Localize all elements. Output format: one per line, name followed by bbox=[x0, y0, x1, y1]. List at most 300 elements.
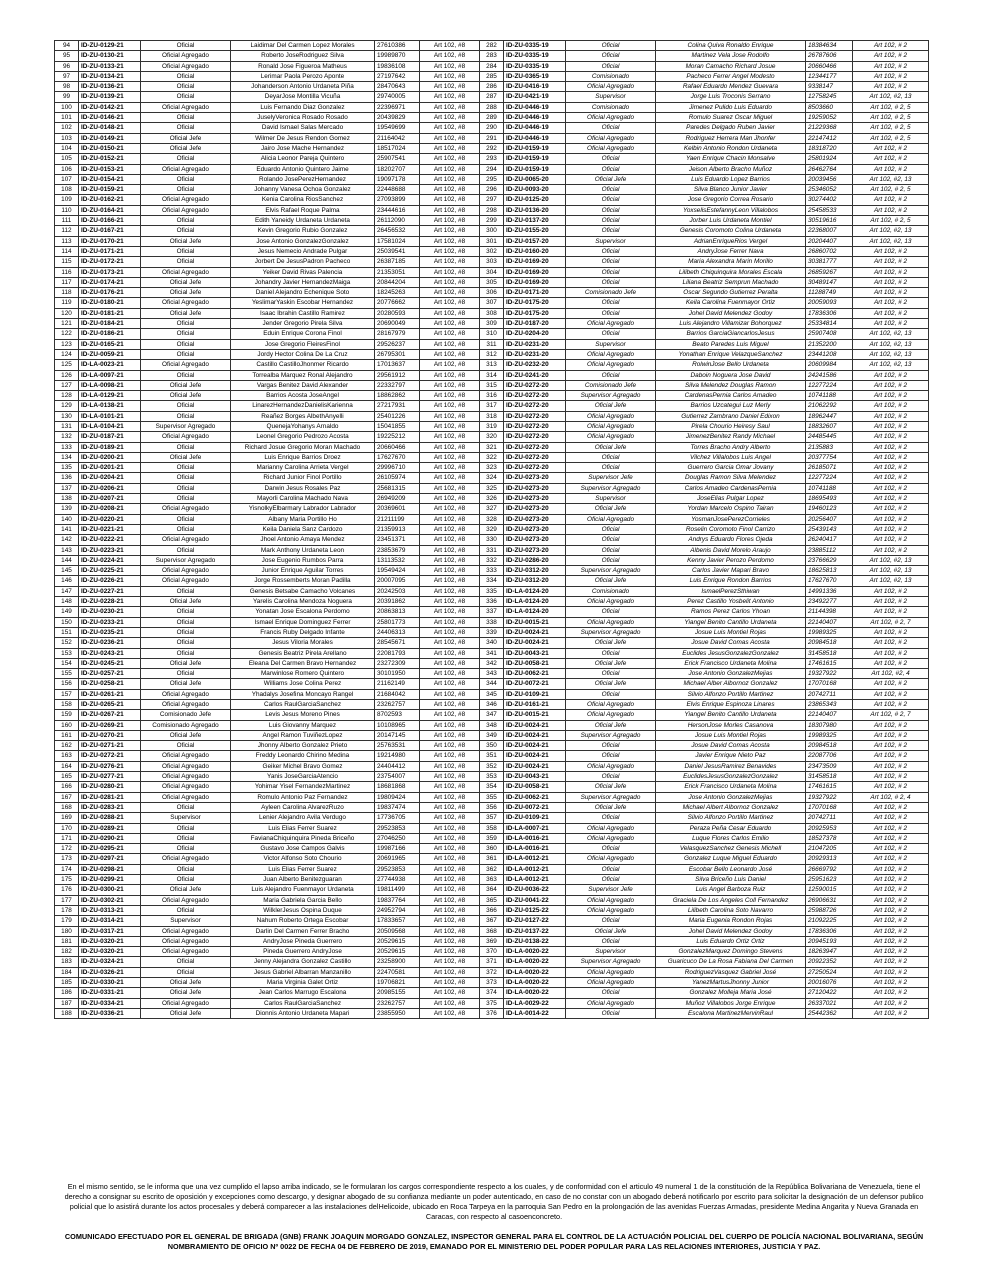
right-article: Art 102, # 2 bbox=[853, 947, 929, 957]
right-case-code: ID-ZU-0231-20 bbox=[504, 339, 566, 349]
right-case-code: ID-ZU-0335-19 bbox=[504, 61, 566, 71]
right-officer-name: RodriguezVasquez Gabriel José bbox=[656, 967, 806, 977]
left-row-number: 180 bbox=[55, 926, 79, 936]
left-rank: Oficial Agregado bbox=[141, 689, 231, 699]
left-officer-name: Richard Junior Finol Portillo bbox=[231, 473, 375, 483]
right-case-code: ID-ZU-0041-22 bbox=[504, 895, 566, 905]
right-id-number: 18318720 bbox=[806, 143, 853, 153]
left-case-code: ID-ZU-0267-21 bbox=[79, 710, 141, 720]
right-officer-name: Euclides JesusGonzalezGonzalez bbox=[656, 648, 806, 658]
left-id-number: 26456532 bbox=[375, 226, 420, 236]
right-article: Art 102, # 2 bbox=[853, 494, 929, 504]
right-case-code: ID-ZU-0058-21 bbox=[504, 658, 566, 668]
left-case-code: ID-ZU-0300-21 bbox=[79, 885, 141, 895]
left-case-code: ID-ZU-0153-21 bbox=[79, 164, 141, 174]
right-case-code: ID-ZU-0160-20 bbox=[504, 246, 566, 256]
right-officer-name: Keila Carolina Fuenmayor Ortiz bbox=[656, 298, 806, 308]
right-case-code: ID-ZU-0137-22 bbox=[504, 926, 566, 936]
right-row-number: 286 bbox=[480, 82, 504, 92]
left-article: Art 102, #8 bbox=[420, 720, 480, 730]
right-case-code: ID-ZU-0015-21 bbox=[504, 617, 566, 627]
right-case-code: ID-ZU-0062-21 bbox=[504, 669, 566, 679]
left-case-code: ID-ZU-0270-21 bbox=[79, 730, 141, 740]
left-article: Art 102, #8 bbox=[420, 339, 480, 349]
left-row-number: 147 bbox=[55, 586, 79, 596]
left-rank: Oficial Agregado bbox=[141, 936, 231, 946]
left-article: Art 102, #8 bbox=[420, 154, 480, 164]
right-officer-name: Gonzalez Molleja Maria José bbox=[656, 988, 806, 998]
left-case-code: ID-ZU-0173-21 bbox=[79, 267, 141, 277]
right-rank: Oficial bbox=[566, 936, 656, 946]
left-officer-name: David Ismael Salas Mercado bbox=[231, 123, 375, 133]
table-row bbox=[55, 319, 929, 329]
right-id-number: 20256407 bbox=[806, 514, 853, 524]
right-rank: Oficial bbox=[566, 61, 656, 71]
left-rank: Oficial bbox=[141, 82, 231, 92]
right-case-code: ID-ZU-0232-20 bbox=[504, 360, 566, 370]
left-case-code: ID-ZU-0227-21 bbox=[79, 586, 141, 596]
left-rank: Oficial bbox=[141, 875, 231, 885]
right-officer-name: Jorber Luis Urdaneta Montiel bbox=[656, 216, 806, 226]
right-rank: Oficial Jefe bbox=[566, 576, 656, 586]
right-case-code: ID-ZU-0446-19 bbox=[504, 133, 566, 143]
right-officer-name: Guaricuco De La Rosa Fabiana Del Carmen bbox=[656, 957, 806, 967]
left-id-number: 27744938 bbox=[375, 875, 420, 885]
right-id-number: 2135883 bbox=[806, 442, 853, 452]
left-id-number: 18202707 bbox=[375, 164, 420, 174]
left-rank: Oficial Agregado bbox=[141, 432, 231, 442]
right-rank: Oficial bbox=[566, 205, 656, 215]
right-row-number: 375 bbox=[480, 998, 504, 1008]
left-row-number: 160 bbox=[55, 720, 79, 730]
right-row-number: 326 bbox=[480, 494, 504, 504]
right-row-number: 323 bbox=[480, 463, 504, 473]
left-officer-name: Luis Fernando Diaz Gonzalez bbox=[231, 102, 375, 112]
left-officer-name: Johanderson Antonio Urdaneta Piña bbox=[231, 82, 375, 92]
right-officer-name: Johel David Melendez Godoy bbox=[656, 308, 806, 318]
right-case-code: ID-ZU-0109-21 bbox=[504, 813, 566, 823]
left-row-number: 146 bbox=[55, 576, 79, 586]
left-article: Art 102, #8 bbox=[420, 772, 480, 782]
right-article: Art 102, # 2 bbox=[853, 782, 929, 792]
left-case-code: ID-ZU-0233-21 bbox=[79, 617, 141, 627]
left-article: Art 102, #8 bbox=[420, 658, 480, 668]
right-case-code: ID-ZU-0125-22 bbox=[504, 905, 566, 915]
official-statement: COMUNICADO EFECTUADO POR EL GENERAL DE BRIGADA (GNB) FRANK JOAQUIN MORGADO GONZALEZ, INSPECTOR GENERAL PARA EL CONTROL DE LA ACTUACIÓN POLICIAL DEL CUERPO DE POLICÍA NACIONAL BOLIVARIANA, SEGÚN NOMBRAMIENTO DE OFICIO Nº 0022 DE FECHA 04 DE FEBRERO DE 2019, EMANADO POR EL MINISTERIO DEL PODER POPULAR PARA LAS RELACIONES INTERIORES, JUSTICIA Y PAZ. bbox=[64, 1232, 924, 1251]
left-case-code: ID-ZU-0165-21 bbox=[79, 339, 141, 349]
left-rank: Oficial bbox=[141, 71, 231, 81]
left-rank: Supervisor bbox=[141, 916, 231, 926]
left-rank: Oficial bbox=[141, 802, 231, 812]
left-officer-name: Genesis Betsabe Camacho Volcanes bbox=[231, 586, 375, 596]
right-case-code: ID-ZU-0273-20 bbox=[504, 545, 566, 555]
right-id-number: 27120422 bbox=[806, 988, 853, 998]
right-article: Art 102, # 2 bbox=[853, 535, 929, 545]
right-officer-name: Carlos Amadeo CardenasPernia bbox=[656, 483, 806, 493]
left-id-number: 26795301 bbox=[375, 349, 420, 359]
left-id-number: 20660466 bbox=[375, 442, 420, 452]
right-rank: Oficial bbox=[566, 41, 656, 51]
right-id-number: 18832607 bbox=[806, 421, 853, 431]
left-case-code: ID-ZU-0221-21 bbox=[79, 524, 141, 534]
left-case-code: ID-ZU-0283-21 bbox=[79, 802, 141, 812]
left-id-number: 19809424 bbox=[375, 792, 420, 802]
right-officer-name: Colina Quiva Ronaldo Enrique bbox=[656, 41, 806, 51]
left-row-number: 139 bbox=[55, 504, 79, 514]
left-case-code: ID-ZU-0134-21 bbox=[79, 71, 141, 81]
left-row-number: 103 bbox=[55, 133, 79, 143]
right-row-number: 314 bbox=[480, 370, 504, 380]
right-rank: Supervisor Jefe bbox=[566, 885, 656, 895]
left-case-code: ID-ZU-0187-21 bbox=[79, 432, 141, 442]
right-id-number: 20984518 bbox=[806, 638, 853, 648]
left-row-number: 162 bbox=[55, 741, 79, 751]
left-officer-name: Jorge Rossemberts Moran Padilla bbox=[231, 576, 375, 586]
right-row-number: 361 bbox=[480, 854, 504, 864]
right-case-code: ID-ZU-0187-20 bbox=[504, 319, 566, 329]
table-row bbox=[55, 772, 929, 782]
table-row bbox=[55, 566, 929, 576]
table-row bbox=[55, 905, 929, 915]
left-article: Art 102, #8 bbox=[420, 370, 480, 380]
right-article: Art 102, # 2 bbox=[853, 483, 929, 493]
table-row bbox=[55, 607, 929, 617]
left-case-code: ID-ZU-0314-21 bbox=[79, 916, 141, 926]
left-id-number: 20242503 bbox=[375, 586, 420, 596]
right-article: Art 102, # 2 bbox=[853, 875, 929, 885]
left-case-code: ID-ZU-0148-21 bbox=[79, 123, 141, 133]
left-article: Art 102, #8 bbox=[420, 267, 480, 277]
left-officer-name: Darlin Del Carmen Ferrer Bracho bbox=[231, 926, 375, 936]
right-rank: Oficial Agregado bbox=[566, 421, 656, 431]
right-case-code: ID-LA-0124-20 bbox=[504, 607, 566, 617]
right-row-number: 349 bbox=[480, 730, 504, 740]
right-officer-name: Elvis Enrique Espinoza Linares bbox=[656, 700, 806, 710]
right-rank: Supervisor Agregado bbox=[566, 792, 656, 802]
left-officer-name: Torrealba Marquez Ronal Alejandro bbox=[231, 370, 375, 380]
right-rank: Oficial bbox=[566, 185, 656, 195]
right-officer-name: Yonathan Enrique VelazqueSanchez bbox=[656, 349, 806, 359]
left-article: Art 102, #8 bbox=[420, 895, 480, 905]
right-row-number: 321 bbox=[480, 442, 504, 452]
right-article: Art 102, # 2 bbox=[853, 267, 929, 277]
right-officer-name: Romulo Suarez Oscar Miguel bbox=[656, 113, 806, 123]
left-case-code: ID-ZU-0290-21 bbox=[79, 833, 141, 843]
right-officer-name: Rodriguez Herrera Man Jhonfer bbox=[656, 133, 806, 143]
right-row-number: 302 bbox=[480, 246, 504, 256]
left-case-code: ID-ZU-0164-21 bbox=[79, 205, 141, 215]
left-row-number: 113 bbox=[55, 236, 79, 246]
right-officer-name: Michael Albert Albornoz Gonzalez bbox=[656, 802, 806, 812]
right-row-number: 351 bbox=[480, 751, 504, 761]
right-article: Art 102, # 2 bbox=[853, 802, 929, 812]
right-rank: Oficial Jefe bbox=[566, 926, 656, 936]
right-rank: Oficial Agregado bbox=[566, 411, 656, 421]
left-officer-name: Mark Anthony Urdaneta Leon bbox=[231, 545, 375, 555]
left-officer-name: Reañez Borges AlbethAnyelli bbox=[231, 411, 375, 421]
right-id-number: 19259052 bbox=[806, 113, 853, 123]
left-officer-name: Jender Gregorio Pirela Silva bbox=[231, 319, 375, 329]
left-officer-name: Barrios Acosta JoseAngel bbox=[231, 391, 375, 401]
right-case-code: ID-ZU-0157-20 bbox=[504, 236, 566, 246]
table-row bbox=[55, 669, 929, 679]
left-row-number: 127 bbox=[55, 380, 79, 390]
right-id-number: 24485445 bbox=[806, 432, 853, 442]
right-rank: Supervisor Agregado bbox=[566, 483, 656, 493]
table-row bbox=[55, 380, 929, 390]
left-row-number: 104 bbox=[55, 143, 79, 153]
left-officer-name: Isaac Ibrahin Castillo Ramirez bbox=[231, 308, 375, 318]
right-officer-name: Carlos Javier Mapari Bravo bbox=[656, 566, 806, 576]
left-row-number: 96 bbox=[55, 61, 79, 71]
left-row-number: 156 bbox=[55, 679, 79, 689]
left-officer-name: Ronald Jose Figueroa Matheus bbox=[231, 61, 375, 71]
right-id-number: 27250524 bbox=[806, 967, 853, 977]
left-article: Art 102, #8 bbox=[420, 689, 480, 699]
left-article: Art 102, #8 bbox=[420, 679, 480, 689]
left-officer-name: Jesus Nemecio Andrade Pulgar bbox=[231, 246, 375, 256]
left-officer-name: Eleana Del Carmen Bravo Hernandez bbox=[231, 658, 375, 668]
right-row-number: 359 bbox=[480, 833, 504, 843]
right-id-number: 25442362 bbox=[806, 1008, 853, 1018]
right-article: Art 102, #2, 13 bbox=[853, 339, 929, 349]
right-row-number: 319 bbox=[480, 421, 504, 431]
right-row-number: 369 bbox=[480, 936, 504, 946]
right-row-number: 355 bbox=[480, 792, 504, 802]
left-row-number: 120 bbox=[55, 308, 79, 318]
left-row-number: 116 bbox=[55, 267, 79, 277]
left-row-number: 115 bbox=[55, 257, 79, 267]
left-rank: Oficial bbox=[141, 957, 231, 967]
right-case-code: ID-ZU-0273-20 bbox=[504, 494, 566, 504]
right-article: Art 102, # 2 bbox=[853, 741, 929, 751]
right-article: Art 102, # 2 bbox=[853, 720, 929, 730]
right-id-number: 18263947 bbox=[806, 947, 853, 957]
left-id-number: 26105974 bbox=[375, 473, 420, 483]
right-officer-name: Johel David Melendez Godoy bbox=[656, 926, 806, 936]
right-case-code: ID-ZU-0335-19 bbox=[504, 51, 566, 61]
table-row bbox=[55, 504, 929, 514]
left-row-number: 108 bbox=[55, 185, 79, 195]
right-rank: Oficial Agregado bbox=[566, 700, 656, 710]
right-article: Art 102, # 2 bbox=[853, 452, 929, 462]
right-id-number: 20059093 bbox=[806, 298, 853, 308]
right-rank: Oficial bbox=[566, 844, 656, 854]
left-rank: Oficial bbox=[141, 741, 231, 751]
left-id-number: 18517024 bbox=[375, 143, 420, 153]
left-article: Art 102, #8 bbox=[420, 195, 480, 205]
right-article: Art 102, # 2, 5 bbox=[853, 133, 929, 143]
table-row bbox=[55, 648, 929, 658]
left-officer-name: Eduardo Antonio Quintero Jaime bbox=[231, 164, 375, 174]
right-article: Art 102, # 2 bbox=[853, 607, 929, 617]
right-id-number: 20377754 bbox=[806, 452, 853, 462]
left-officer-name: Yarelis Carolina Mendoza Noguera bbox=[231, 597, 375, 607]
right-article: Art 102, # 2 bbox=[853, 195, 929, 205]
right-row-number: 306 bbox=[480, 288, 504, 298]
left-case-code: ID-ZU-0330-21 bbox=[79, 978, 141, 988]
left-rank: Oficial Jefe bbox=[141, 978, 231, 988]
left-rank: Oficial bbox=[141, 329, 231, 339]
right-rank: Oficial bbox=[566, 195, 656, 205]
right-case-code: ID-LA-0020-22 bbox=[504, 967, 566, 977]
table-row bbox=[55, 329, 929, 339]
left-id-number: 25401226 bbox=[375, 411, 420, 421]
table-row bbox=[55, 823, 929, 833]
table-row bbox=[55, 514, 929, 524]
right-case-code: ID-ZU-0272-20 bbox=[504, 452, 566, 462]
left-article: Art 102, #8 bbox=[420, 236, 480, 246]
left-row-number: 155 bbox=[55, 669, 79, 679]
right-id-number: 26337021 bbox=[806, 998, 853, 1008]
left-id-number: 20391862 bbox=[375, 597, 420, 607]
left-id-number: 28545671 bbox=[375, 638, 420, 648]
right-rank: Oficial Jefe bbox=[566, 174, 656, 184]
left-officer-name: Mayorli Carolina Machado Nava bbox=[231, 494, 375, 504]
left-rank: Oficial Jefe bbox=[141, 236, 231, 246]
left-officer-name: Johandry Javier HernandezMaiga bbox=[231, 277, 375, 287]
left-case-code: ID-ZU-0167-21 bbox=[79, 226, 141, 236]
right-rank: Oficial Agregado bbox=[566, 349, 656, 359]
right-case-code: ID-ZU-0043-21 bbox=[504, 772, 566, 782]
right-case-code: ID-ZU-0159-19 bbox=[504, 143, 566, 153]
left-id-number: 23853679 bbox=[375, 545, 420, 555]
right-rank: Oficial bbox=[566, 298, 656, 308]
table-row bbox=[55, 802, 929, 812]
right-officer-name: Luis Angel Barboza Ruiz bbox=[656, 885, 806, 895]
left-id-number: 20690049 bbox=[375, 319, 420, 329]
right-rank: Oficial bbox=[566, 555, 656, 565]
left-row-number: 175 bbox=[55, 875, 79, 885]
left-article: Art 102, #8 bbox=[420, 401, 480, 411]
left-rank: Oficial bbox=[141, 617, 231, 627]
right-rank: Oficial Jefe bbox=[566, 504, 656, 514]
left-article: Art 102, #8 bbox=[420, 844, 480, 854]
left-case-code: ID-ZU-0269-21 bbox=[79, 720, 141, 730]
right-rank: Oficial bbox=[566, 648, 656, 658]
right-case-code: ID-ZU-0416-19 bbox=[504, 82, 566, 92]
table-row bbox=[55, 226, 929, 236]
left-row-number: 138 bbox=[55, 494, 79, 504]
right-rank: Oficial bbox=[566, 329, 656, 339]
left-id-number: 30101950 bbox=[375, 669, 420, 679]
right-rank: Oficial Agregado bbox=[566, 597, 656, 607]
right-rank: Oficial Jefe bbox=[566, 442, 656, 452]
right-article: Art 102, # 2 bbox=[853, 164, 929, 174]
right-id-number: 30274402 bbox=[806, 195, 853, 205]
right-rank: Comisionado bbox=[566, 586, 656, 596]
right-article: Art 102, # 2 bbox=[853, 205, 929, 215]
right-rank: Oficial Jefe bbox=[566, 720, 656, 730]
right-article: Art 102, # 2 bbox=[853, 679, 929, 689]
right-officer-name: EuclidesJesusGonzalezGonzalez bbox=[656, 772, 806, 782]
left-rank: Oficial Jefe bbox=[141, 885, 231, 895]
left-row-number: 172 bbox=[55, 844, 79, 854]
right-article: Art 102, # 2 bbox=[853, 298, 929, 308]
table-row bbox=[55, 720, 929, 730]
right-rank: Oficial bbox=[566, 875, 656, 885]
left-row-number: 105 bbox=[55, 154, 79, 164]
left-row-number: 98 bbox=[55, 82, 79, 92]
left-officer-name: Yhadalys Josefina Moncayo Rangel bbox=[231, 689, 375, 699]
right-officer-name: Yordan Marcelo Ospino Tairan bbox=[656, 504, 806, 514]
left-case-code: ID-ZU-0133-21 bbox=[79, 61, 141, 71]
right-rank: Oficial Agregado bbox=[566, 998, 656, 1008]
table-row bbox=[55, 267, 929, 277]
left-article: Art 102, #8 bbox=[420, 411, 480, 421]
left-id-number: 8702593 bbox=[375, 710, 420, 720]
right-rank: Oficial Agregado bbox=[566, 514, 656, 524]
left-row-number: 185 bbox=[55, 978, 79, 988]
table-row bbox=[55, 555, 929, 565]
left-rank: Oficial bbox=[141, 401, 231, 411]
right-id-number: 17627670 bbox=[806, 576, 853, 586]
left-case-code: ID-ZU-0276-21 bbox=[79, 761, 141, 771]
left-officer-name: AndryJose Pineda Guerrero bbox=[231, 936, 375, 946]
left-article: Art 102, #8 bbox=[420, 978, 480, 988]
right-article: Art 102, # 2 bbox=[853, 638, 929, 648]
left-row-number: 171 bbox=[55, 833, 79, 843]
right-officer-name: Barrios Uzcategui Luz Merly bbox=[656, 401, 806, 411]
right-row-number: 327 bbox=[480, 504, 504, 514]
right-row-number: 296 bbox=[480, 185, 504, 195]
left-officer-name: Jhonny Alberto Gonzalez Prieto bbox=[231, 741, 375, 751]
table-row bbox=[55, 710, 929, 720]
table-row bbox=[55, 349, 929, 359]
right-officer-name: Torres Bracho Andry Alberto bbox=[656, 442, 806, 452]
right-row-number: 282 bbox=[480, 41, 504, 51]
left-id-number: 19837474 bbox=[375, 802, 420, 812]
left-id-number: 10108965 bbox=[375, 720, 420, 730]
left-case-code: ID-ZU-0184-21 bbox=[79, 319, 141, 329]
left-article: Art 102, #8 bbox=[420, 936, 480, 946]
left-case-code: ID-ZU-0172-21 bbox=[79, 257, 141, 267]
right-row-number: 324 bbox=[480, 473, 504, 483]
right-case-code: ID-ZU-0446-19 bbox=[504, 102, 566, 112]
left-row-number: 137 bbox=[55, 483, 79, 493]
left-case-code: ID-ZU-0201-21 bbox=[79, 463, 141, 473]
left-rank: Oficial bbox=[141, 545, 231, 555]
left-id-number: 17013637 bbox=[375, 360, 420, 370]
left-article: Art 102, #8 bbox=[420, 947, 480, 957]
right-case-code: ID-ZU-0015-21 bbox=[504, 710, 566, 720]
table-row bbox=[55, 597, 929, 607]
right-rank: Oficial Jefe bbox=[566, 401, 656, 411]
left-rank: Oficial bbox=[141, 442, 231, 452]
table-row bbox=[55, 730, 929, 740]
left-case-code: ID-ZU-0326-21 bbox=[79, 967, 141, 977]
left-row-number: 149 bbox=[55, 607, 79, 617]
right-case-code: ID-ZU-0169-20 bbox=[504, 277, 566, 287]
right-row-number: 311 bbox=[480, 339, 504, 349]
right-rank: Oficial bbox=[566, 308, 656, 318]
table-row bbox=[55, 185, 929, 195]
right-rank: Oficial Agregado bbox=[566, 360, 656, 370]
table-row bbox=[55, 370, 929, 380]
right-officer-name: GonzalezMarquez Domingo Stevens bbox=[656, 947, 806, 957]
table-row bbox=[55, 473, 929, 483]
left-article: Art 102, #8 bbox=[420, 586, 480, 596]
right-id-number: 20204407 bbox=[806, 236, 853, 246]
right-id-number: 19460123 bbox=[806, 504, 853, 514]
right-rank: Oficial bbox=[566, 216, 656, 226]
right-id-number: 26240417 bbox=[806, 535, 853, 545]
right-article: Art 102, # 2 bbox=[853, 988, 929, 998]
document-body bbox=[54, 40, 928, 1019]
right-rank: Oficial bbox=[566, 1008, 656, 1018]
right-id-number: 25907408 bbox=[806, 329, 853, 339]
left-officer-name: Levis Jesus Moreno Pines bbox=[231, 710, 375, 720]
